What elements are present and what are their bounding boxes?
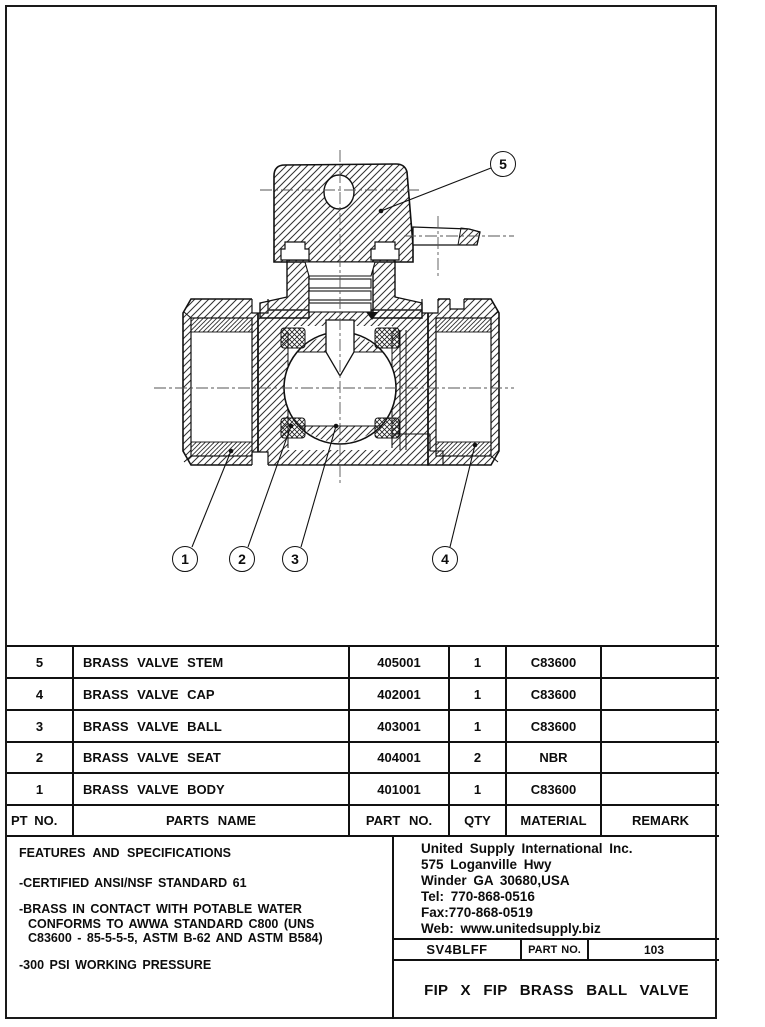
header-pt-no: PT NO. <box>7 806 74 837</box>
features-title: FEATURES AND SPECIFICATIONS <box>19 846 231 860</box>
callout-2-seat: 2 <box>229 546 255 572</box>
part-name-cell: BRASS VALVE SEAT <box>74 743 350 774</box>
parts-table <box>7 645 719 835</box>
material-cell: C83600 <box>507 774 602 806</box>
company-web: Web: www.unitedsupply.biz <box>421 921 601 936</box>
company-name: United Supply International Inc. <box>421 841 633 856</box>
header-part-no: PART NO. <box>350 806 450 837</box>
title-block-right-column <box>394 835 719 1019</box>
feature-item: -CERTIFIED ANSI/NSF STANDARD 61 <box>19 875 247 890</box>
part-no-cell: 404001 <box>350 743 450 774</box>
sheet-frame <box>5 5 717 1019</box>
remark-cell <box>602 711 719 743</box>
material-cell: C83600 <box>507 711 602 743</box>
callout-4-cap: 4 <box>432 546 458 572</box>
pt-no-cell: 5 <box>7 647 74 679</box>
part-no-cell: 401001 <box>350 774 450 806</box>
company-tel: Tel: 770-868-0516 <box>421 889 535 904</box>
header-parts-name: PARTS NAME <box>74 806 350 837</box>
remark-cell <box>602 679 719 711</box>
qty-cell: 1 <box>450 679 507 711</box>
remark-cell <box>602 774 719 806</box>
remark-cell <box>602 647 719 679</box>
feature-item: -BRASS IN CONTACT WITH POTABLE WATER CONFORMS TO AWWA STANDARD C800 (UNS C83600 - 85-5-5-5, ASTM B-62 AND ASTM B584) <box>19 902 323 945</box>
remark-cell <box>602 743 719 774</box>
qty-cell: 2 <box>450 743 507 774</box>
valve-cross-section-drawing <box>7 7 719 647</box>
drawing-title: FIP X FIP BRASS BALL VALVE <box>424 981 689 999</box>
callout-3-ball: 3 <box>282 546 308 572</box>
pt-no-cell: 1 <box>7 774 74 806</box>
pt-no-cell: 4 <box>7 679 74 711</box>
qty-cell: 1 <box>450 774 507 806</box>
feature-item: -300 PSI WORKING PRESSURE <box>19 957 212 972</box>
part-number-row <box>394 940 719 961</box>
part-no-cell: 402001 <box>350 679 450 711</box>
part-no-value: 103 <box>643 942 665 957</box>
model-number: SV4BLFF <box>394 940 522 959</box>
qty-cell: 1 <box>450 711 507 743</box>
part-name-cell: BRASS VALVE CAP <box>74 679 350 711</box>
header-qty: QTY <box>450 806 507 837</box>
title-block <box>7 835 719 1019</box>
pt-no-cell: 3 <box>7 711 74 743</box>
handle-hole <box>324 175 354 209</box>
company-address-line2: Winder GA 30680,USA <box>421 873 570 888</box>
part-no-cell: 403001 <box>350 711 450 743</box>
ball-valve-section-svg <box>7 7 719 647</box>
callout-5-stem: 5 <box>490 151 516 177</box>
qty-cell: 1 <box>450 647 507 679</box>
part-name-cell: BRASS VALVE STEM <box>74 647 350 679</box>
company-address-line1: 575 Loganville Hwy <box>421 857 552 872</box>
header-remark: REMARK <box>602 806 719 837</box>
part-no-label: PART NO. <box>522 940 589 959</box>
header-material: MATERIAL <box>507 806 602 837</box>
pt-no-cell: 2 <box>7 743 74 774</box>
company-fax: Fax:770-868-0519 <box>421 905 533 920</box>
left-threaded-port <box>184 312 252 462</box>
company-info <box>394 835 719 940</box>
material-cell: NBR <box>507 743 602 774</box>
material-cell: C83600 <box>507 647 602 679</box>
part-name-cell: BRASS VALVE BODY <box>74 774 350 806</box>
features-and-specifications <box>7 835 394 1019</box>
part-name-cell: BRASS VALVE BALL <box>74 711 350 743</box>
callout-1-body: 1 <box>172 546 198 572</box>
part-no-cell: 405001 <box>350 647 450 679</box>
material-cell: C83600 <box>507 679 602 711</box>
right-threaded-port <box>436 312 498 462</box>
